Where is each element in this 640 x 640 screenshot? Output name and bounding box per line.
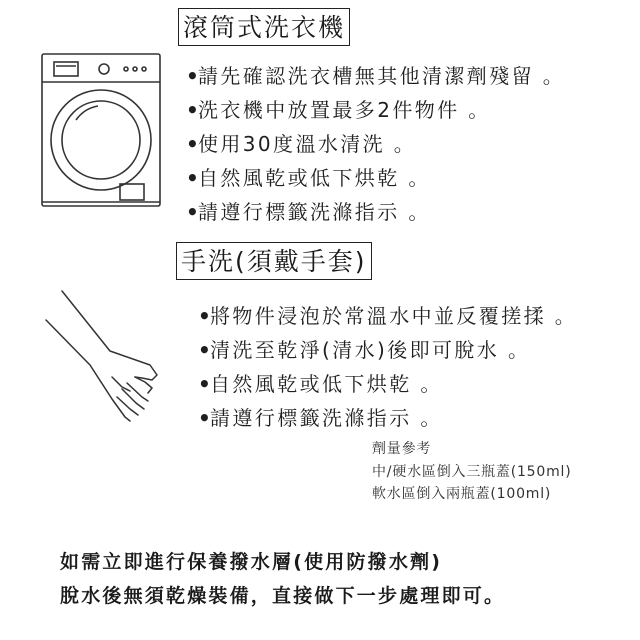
washing-machine-icon — [40, 52, 166, 214]
list-item — [186, 127, 565, 161]
dosage-line-hard-water: 中/硬水區倒入三瓶蓋(150ml) — [372, 463, 572, 480]
bullet: • — [186, 200, 202, 224]
list-item-text: 請先確認洗衣槽無其他清潔劑殘留 。 — [198, 64, 566, 88]
list-item-text: 自然風乾或低下烘乾 。 — [198, 166, 431, 190]
list-item — [186, 195, 565, 229]
bullet: • — [198, 372, 214, 396]
list-item — [198, 299, 577, 333]
hand-wash-instructions — [198, 299, 577, 435]
bullet: • — [186, 64, 202, 88]
list-item — [198, 333, 577, 367]
bullet: • — [198, 338, 214, 362]
list-item — [198, 367, 577, 401]
list-item-text: 自然風乾或低下烘乾 。 — [210, 372, 443, 396]
list-item-text: 請遵行標籤洗滌指示 。 — [210, 406, 443, 430]
section-title-washing-machine: 滾筒式洗衣機 — [178, 8, 350, 46]
bullet: • — [198, 406, 214, 430]
list-item — [186, 93, 565, 127]
list-item-text: 洗衣機中放置最多2件物件 。 — [198, 98, 491, 122]
bullet: • — [186, 98, 202, 122]
footer-line: 如需立即進行保養撥水層(使用防撥水劑) — [60, 551, 443, 573]
dosage-reference — [372, 438, 572, 506]
list-item-text: 將物件浸泡於常溫水中並反覆搓揉 。 — [210, 304, 578, 328]
list-item — [198, 401, 577, 435]
washing-machine-instructions — [186, 59, 565, 229]
bullet: • — [186, 166, 202, 190]
dosage-heading: 劑量參考 — [372, 441, 432, 457]
hand-icon — [40, 285, 170, 425]
list-item-text: 使用30度溫水清洗 。 — [198, 132, 417, 156]
list-item — [186, 161, 565, 195]
section-title-hand-wash: 手洗(須戴手套) — [176, 242, 372, 280]
footer-line: 脫水後無須乾燥裝備，直接做下一步處理即可。 — [60, 585, 506, 607]
list-item — [186, 59, 565, 93]
bullet: • — [198, 304, 214, 328]
list-item-text: 清洗至乾淨(清水)後即可脫水 。 — [210, 338, 531, 362]
dosage-line-soft-water: 軟水區倒入兩瓶蓋(100ml) — [372, 486, 552, 502]
bullet: • — [186, 132, 202, 156]
footer-note — [60, 545, 505, 613]
list-item-text: 請遵行標籤洗滌指示 。 — [198, 200, 431, 224]
